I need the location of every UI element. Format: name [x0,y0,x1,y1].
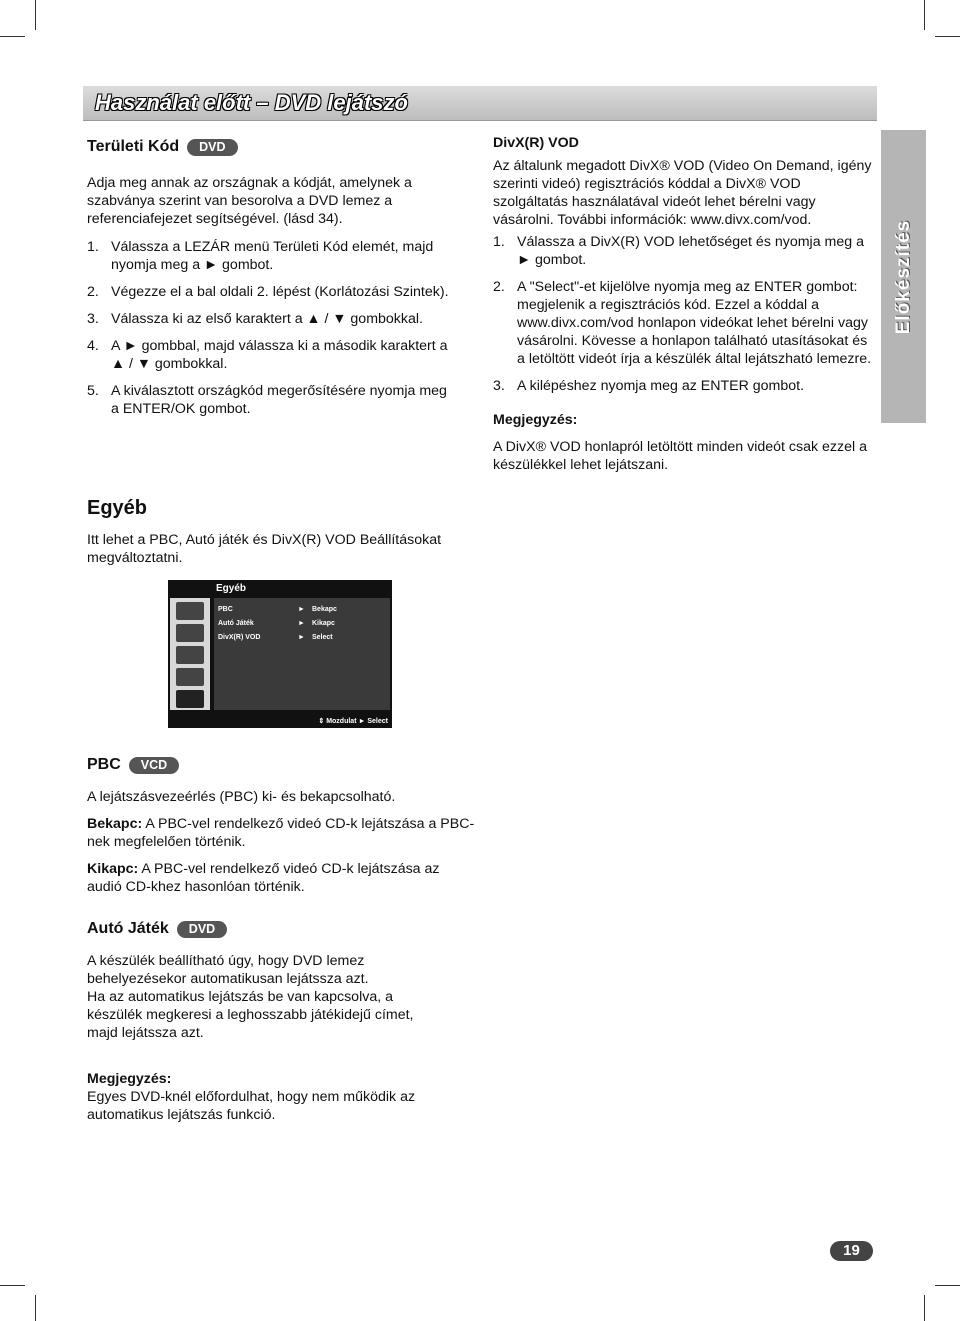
crop-mark [0,36,25,37]
list-item: 4. A ► gombbal, majd válassza ki a második karaktert a ▲ / ▼ gombokkal. [87,338,448,372]
divx-heading: DivX(R) VOD [493,135,579,151]
page-title: Használat előtt – DVD lejátszó [95,90,408,115]
pbc-heading-text: PBC [87,756,121,773]
list-item: 3. Válassza ki az első karaktert a ▲ / ▼ gombokkal. [87,311,423,327]
regional-heading-text: Területi Kód [87,138,180,155]
list-item: 1. Válassza a DivX(R) VOD lehetőséget és nyomja meg a ► gombot. [493,234,864,268]
list-item: 2. Végezze el a bal oldali 2. lépést (Korlátozási Szintek). [87,284,449,300]
menu-header: Egyéb [216,583,247,594]
page-number: 19 [830,1241,873,1261]
autoplay-heading [87,920,442,938]
list-item: 2. A "Select"-et kijelölve nyomja meg az ENTER gombot: megjelenik a regisztrációs kód. Ezzel a kóddal a www.divx.com/vod honlapon videókat lehet bérelni vagy vásárolni. Kövesse a honlapon található utasításokat és a letöltött videót írja a készülék által lejátszható lemezre. [493,279,872,367]
audio-icon [176,646,204,664]
side-tab-label: Előkészítés [892,219,914,334]
pbc-on: Bekapc: A PBC-vel rendelkező videó CD-k lejátszása a PBC-nek megfelelően történik. [87,816,475,850]
pbc-section [87,756,477,905]
divx-intro: Az általunk megadott DivX® VOD (Video On Demand, igény szerinti videó) regisztrációs kóddal a DivX® VOD szolgáltatás használatával videót lehet bérelni vagy vásárolni. További információk: www.divx.com/vod. [493,158,872,228]
crop-mark [924,1295,925,1321]
autoplay-note-heading: Megjegyzés: [87,1071,172,1087]
vcd-badge: VCD [129,757,179,774]
other-settings-icon [176,690,204,708]
menu-icon-column [170,598,210,710]
crop-mark [935,1285,960,1286]
crop-mark [35,0,36,30]
crop-mark [935,36,960,37]
autoplay-text-2: Ha az automatikus lejátszás be van kapcsolva, a készülék megkeresi a leghosszabb játékidejű címet, majd lejátssza azt. [87,989,414,1041]
menu-row: Autó Játék ► Kikapc [218,620,335,627]
crop-mark [35,1295,36,1321]
dvd-badge: DVD [187,139,237,156]
autoplay-heading-text: Autó Játék [87,920,169,937]
menu-row: DivX(R) VOD ► Select [218,634,333,641]
divx-steps [493,233,875,395]
other-section [87,499,457,576]
regional-section [87,138,457,427]
display-icon [176,624,204,642]
title-bar [83,86,877,121]
pbc-heading [87,756,477,774]
regional-steps [87,238,457,418]
arrow-right-icon: ► [298,634,305,641]
crop-mark [924,0,925,30]
menu-footer: ⇕ Mozdulat ► Select [318,718,388,725]
dvd-badge: DVD [177,921,227,938]
arrow-right-icon: ► [358,718,366,725]
updown-icon: ⇕ [318,718,325,725]
crop-mark [0,1285,25,1286]
lock-icon [176,668,204,686]
regional-heading [87,138,457,156]
side-tab [881,130,926,423]
divx-note-text: A DivX® VOD honlapról letöltött minden videót csak ezzel a készülékkel lehet lejátszani. [493,439,867,473]
settings-menu-screenshot [168,580,392,728]
other-intro: Itt lehet a PBC, Autó játék és DivX(R) VOD Beállításokat megváltoztatni. [87,532,442,566]
autoplay-section [87,920,442,1133]
list-item: 1. Válassza a LEZÁR menü Területi Kód elemét, majd nyomja meg a ► gombot. [87,239,434,273]
menu-panel [214,598,390,710]
regional-intro: Adja meg annak az országnak a kódját, amelynek a szabványa szerint van besorolva a DVD lemez a referenciafejezet segítségével. (lásd 34). [87,175,412,227]
language-icon [176,602,204,620]
other-heading: Egyéb [87,497,148,519]
pbc-off: Kikapc: A PBC-vel rendelkező videó CD-k lejátszása az audió CD-khez hasonlóan történik. [87,861,440,895]
divx-section [493,134,875,483]
arrow-right-icon: ► [298,620,305,627]
pbc-text: A lejátszásvezeérlés (PBC) ki- és bekapcsolható. [87,789,396,805]
menu-row: PBC ► Bekapc [218,606,337,613]
list-item: 5. A kiválasztott országkód megerősítésére nyomja meg a ENTER/OK gombot. [87,383,447,417]
divx-note-heading: Megjegyzés: [493,412,578,428]
autoplay-text-1: A készülék beállítható úgy, hogy DVD lemez behelyezésekor automatikusan lejátssza azt. [87,953,369,987]
list-item: 3. A kilépéshez nyomja meg az ENTER gombot. [493,378,805,394]
autoplay-note-text: Egyes DVD-knél előfordulhat, hogy nem működik az automatikus lejátszás funkció. [87,1089,416,1123]
arrow-right-icon: ► [298,606,305,613]
